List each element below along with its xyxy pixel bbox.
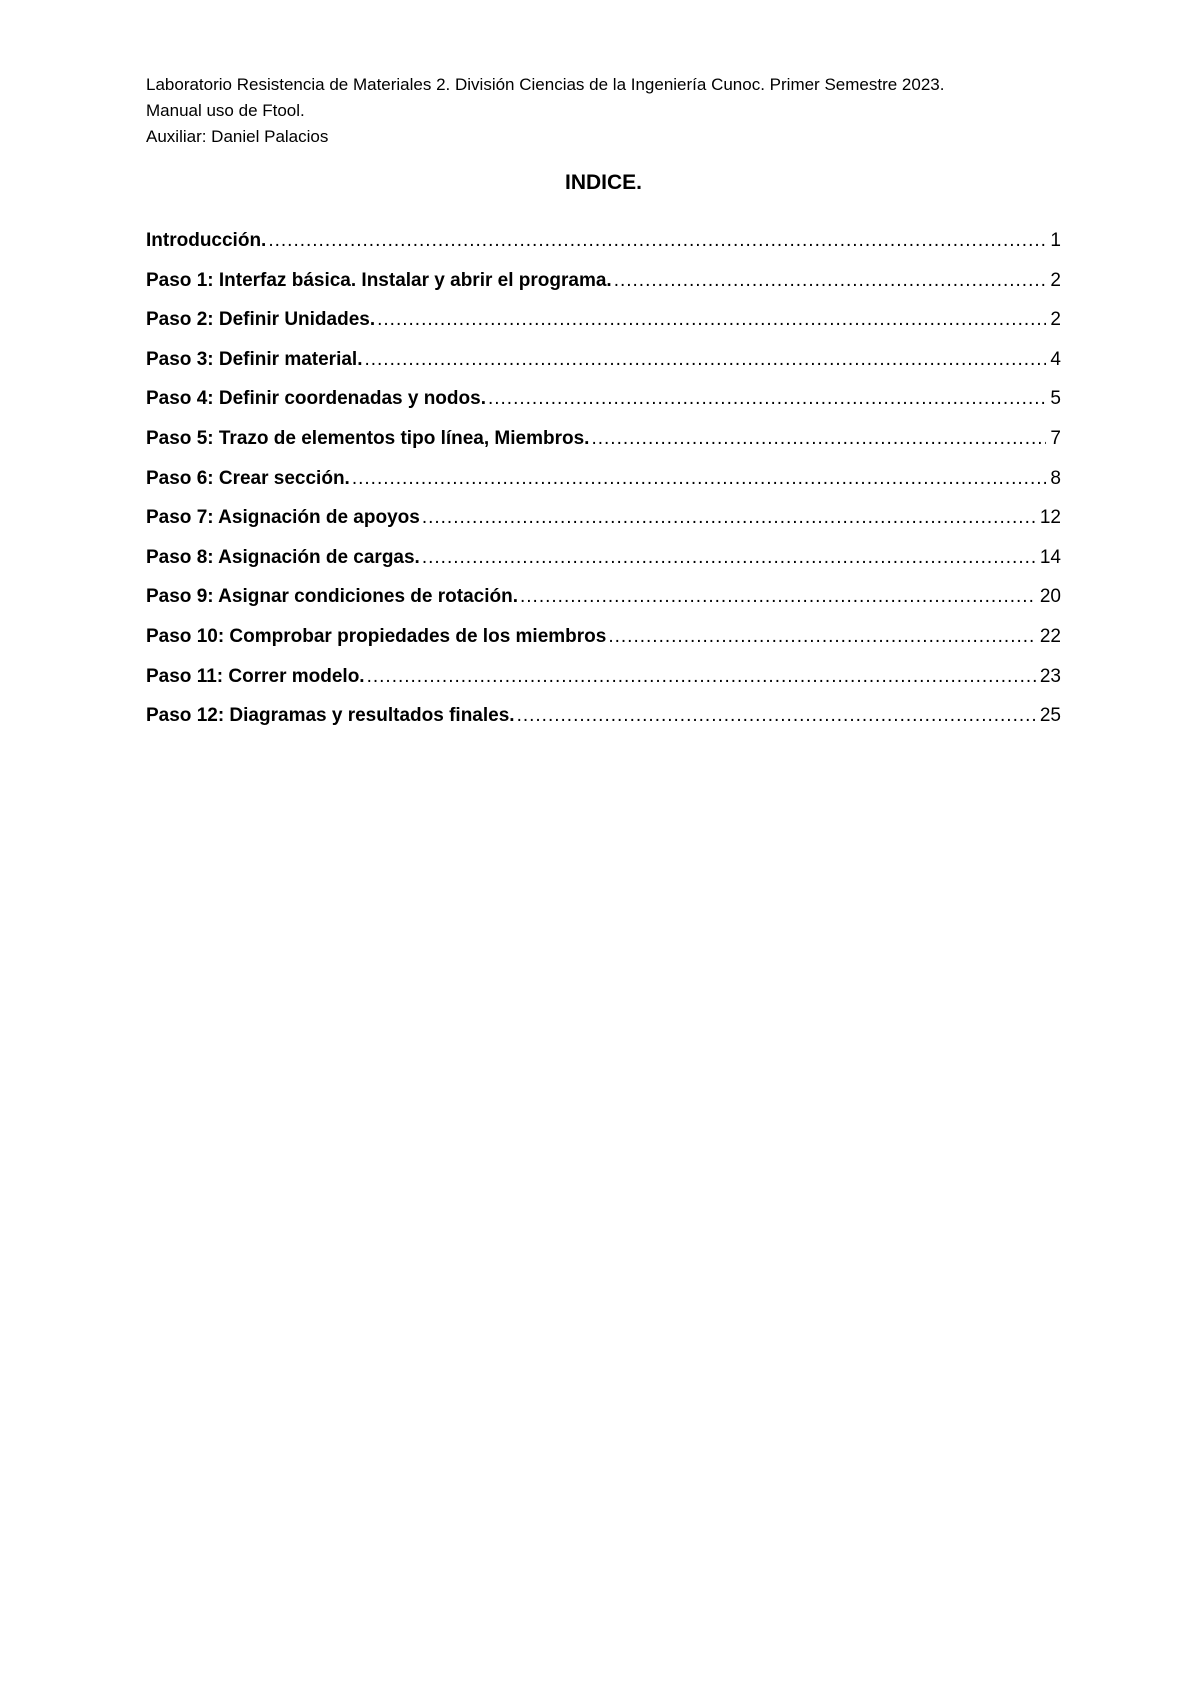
toc-dot-leader [591, 426, 1046, 452]
toc-entry-page: 23 [1039, 665, 1061, 687]
toc-entry-page: 7 [1050, 427, 1061, 449]
toc-entry-page: 12 [1039, 507, 1061, 529]
page-header [146, 72, 1066, 150]
toc-entry-paso-4[interactable] [146, 386, 1061, 426]
toc-dot-leader [520, 584, 1036, 610]
toc-dot-leader [422, 545, 1036, 571]
toc-entry-paso-10[interactable] [146, 624, 1061, 664]
toc-entry-page: 4 [1050, 348, 1061, 370]
toc-entry-label: Paso 11: Correr modelo. [146, 665, 365, 687]
toc-entry-paso-5[interactable] [146, 426, 1061, 466]
toc-entry-page: 5 [1050, 388, 1061, 410]
toc-entry-paso-2[interactable] [146, 307, 1061, 347]
toc-entry-page: 1 [1050, 230, 1061, 251]
toc-entry-label: Introducción. [146, 230, 267, 251]
toc-entry-page: 8 [1050, 467, 1061, 489]
toc-entry-page: 14 [1039, 546, 1061, 568]
toc-dot-leader [352, 466, 1047, 492]
toc-entry-paso-8[interactable] [146, 545, 1061, 585]
toc-entry-paso-7[interactable] [146, 505, 1061, 545]
toc-entry-page: 2 [1050, 309, 1061, 331]
header-course-line: Laboratorio Resistencia de Materiales 2. División Ciencias de la Ingeniería Cunoc. Primer Semestre 2023. [146, 75, 945, 94]
toc-entry-paso-3[interactable] [146, 347, 1061, 387]
toc-dot-leader [608, 624, 1036, 650]
toc-entry-label: Paso 4: Definir coordenadas y nodos. [146, 388, 486, 410]
toc-entry-label: Paso 1: Interfaz básica. Instalar y abrir el programa. [146, 269, 612, 291]
toc-entry-introduccion[interactable] [146, 228, 1061, 268]
toc-entry-paso-9[interactable] [146, 584, 1061, 624]
toc-dot-leader [367, 664, 1036, 690]
toc-dot-leader [377, 307, 1046, 333]
toc-entry-paso-12[interactable] [146, 703, 1061, 743]
toc-entry-page: 25 [1039, 705, 1061, 727]
toc-entry-label: Paso 3: Definir material. [146, 348, 363, 370]
toc-entry-label: Paso 6: Crear sección. [146, 467, 350, 489]
toc-dot-leader [268, 228, 1046, 254]
toc-entry-page: 20 [1039, 586, 1061, 608]
toc-dot-leader [422, 505, 1036, 531]
toc-entry-label: Paso 9: Asignar condiciones de rotación. [146, 586, 518, 608]
toc-entry-paso-6[interactable] [146, 466, 1061, 506]
header-author-line: Auxiliar: Daniel Palacios [146, 127, 329, 146]
toc-entry-label: Paso 5: Trazo de elementos tipo línea, Miembros. [146, 427, 590, 449]
toc-dot-leader [488, 386, 1046, 412]
toc-entry-paso-1[interactable] [146, 268, 1061, 308]
toc-entry-label: Paso 7: Asignación de apoyos [146, 507, 420, 529]
toc-entry-label: Paso 10: Comprobar propiedades de los miembros [146, 625, 607, 647]
toc-entry-label: Paso 8: Asignación de cargas. [146, 546, 420, 568]
toc-entry-label: Paso 2: Definir Unidades. [146, 309, 376, 331]
toc-entry-label: Paso 12: Diagramas y resultados finales. [146, 705, 515, 727]
toc-dot-leader [517, 703, 1036, 729]
table-of-contents [146, 228, 1061, 743]
toc-dot-leader [614, 268, 1047, 294]
toc-dot-leader [364, 347, 1046, 373]
header-manual-line: Manual uso de Ftool. [146, 101, 305, 120]
toc-title: INDICE. [564, 171, 642, 194]
toc-entry-paso-11[interactable] [146, 664, 1061, 704]
toc-entry-page: 22 [1039, 625, 1061, 647]
toc-entry-page: 2 [1050, 269, 1061, 291]
